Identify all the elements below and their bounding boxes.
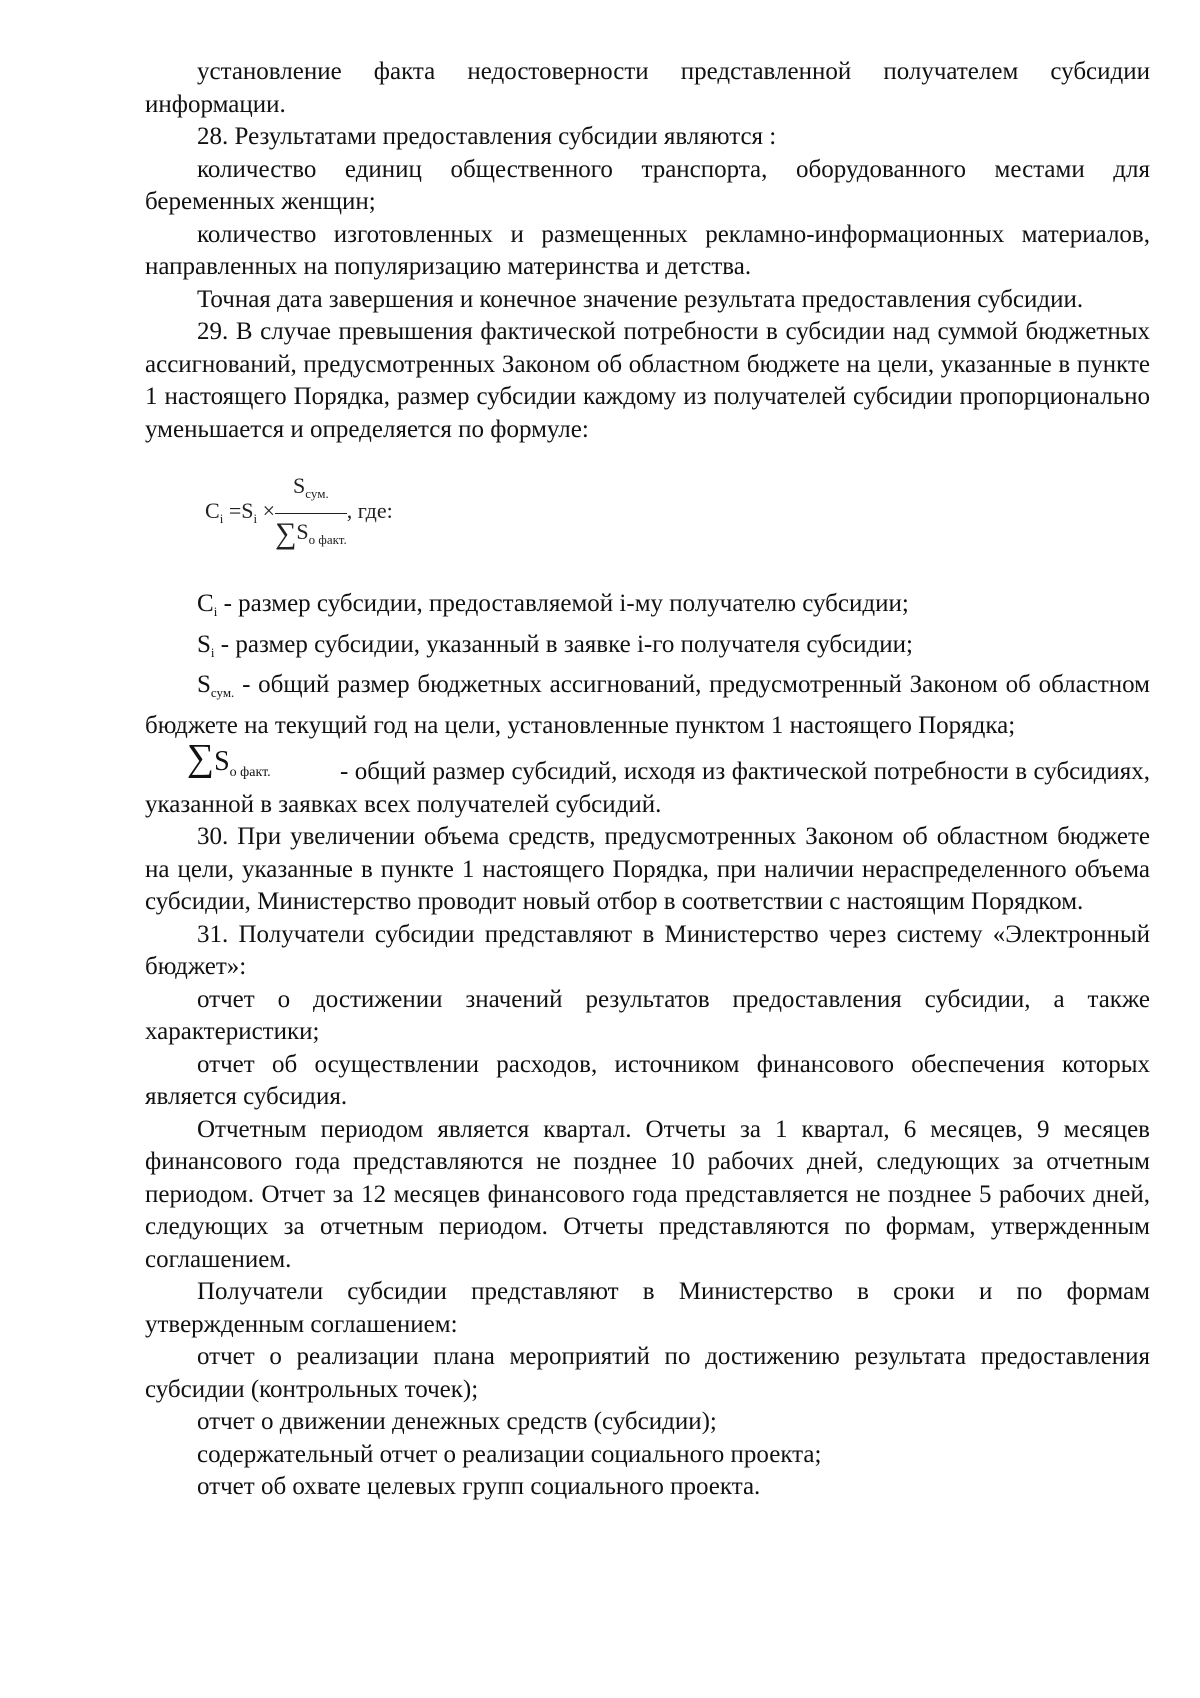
def-text: - размер субсидии, указанный в заявке i-го получателя субсидии; xyxy=(214,630,913,658)
paragraph: содержательный отчет о реализации социального проекта; xyxy=(197,1440,822,1468)
paragraph: отчет об осуществлении расходов, источником финансового обеспечения которых является субсидия. xyxy=(145,1050,1150,1110)
formula-lhs: C xyxy=(205,498,220,524)
sum-symbol xyxy=(187,737,271,790)
formula-fraction xyxy=(275,470,347,556)
def-symbol: S xyxy=(197,671,211,698)
formula-s: S xyxy=(241,498,254,524)
def-symbol-sub: i xyxy=(210,644,215,660)
formula-num-sub: сум. xyxy=(305,486,329,501)
paragraph: Отчетным периодом является квартал. Отчеты за 1 квартал, 6 месяцев, 9 месяцев финансового года представляются не позднее 10 рабочих дней, следующих за отчетным периодом. Отчет за 12 месяцев финансового года представляется не позднее 5 рабочих дней, следующих за отчетным периодом. Отчеты представляются по формам, утвержденным соглашением. xyxy=(145,1115,1150,1273)
formula xyxy=(145,460,1150,572)
formula-sigma: ∑ xyxy=(275,516,297,550)
paragraph: отчет о реализации плана мероприятий по достижению результата предоставления субсидии (контрольных точек); xyxy=(145,1343,1150,1403)
formula-den-s: S xyxy=(296,518,309,544)
definition-sum xyxy=(145,737,1150,821)
def-symbol: S xyxy=(197,630,211,658)
sigma-glyph: ∑ xyxy=(187,737,215,779)
definition-text: - общий размер субсидий, исходя из фактической потребности в субсидиях, указанной в заявках всех получателей субсидий. xyxy=(145,758,1150,818)
formula-s-sub: i xyxy=(253,511,258,527)
paragraph: количество изготовленных и размещенных рекламно-информационных материалов, направленных на популяризацию материнства и детства. xyxy=(145,220,1150,280)
paragraph: 31. Получатели субсидии представляют в Министерство через систему «Электронный бюджет»: xyxy=(145,920,1150,980)
paragraph: 29. В случае превышения фактической потребности в субсидии над суммой бюджетных ассигнований, предусмотренных Законом об областном бюджете на цели, указанные в пункте 1 настоящего Порядка, размер субсидии каждому из получателей субсидии пропорционально уменьшается и определяется по формуле: xyxy=(145,318,1150,443)
def-symbol-sub: i xyxy=(213,604,218,619)
formula-times: × xyxy=(262,498,276,524)
def-symbol-sub: сум. xyxy=(210,685,235,700)
formula-eq: = xyxy=(228,498,242,524)
paragraph: Получатели субсидии представляют в Министерство в сроки и по формам утвержденным соглашением: xyxy=(145,1278,1150,1338)
paragraph: 28. Результатами предоставления субсидии являются : xyxy=(197,123,777,150)
paragraph: установление факта недостоверности представленной получателем субсидии информации. xyxy=(145,58,1150,118)
formula-lhs-sub: i xyxy=(219,511,224,527)
definition xyxy=(145,629,1150,670)
definition xyxy=(145,588,1150,629)
formula-num-s: S xyxy=(293,473,306,498)
paragraph: отчет о достижении значений результатов предоставления субсидии, а также характеристики; xyxy=(145,985,1150,1045)
formula-expression xyxy=(205,470,393,556)
def-text: - размер субсидии, предоставляемой i-му получателю субсидии; xyxy=(217,590,909,617)
paragraph: 30. При увеличении объема средств, предусмотренных Законом об областном бюджете на цели, указанные в пункте 1 настоящего Порядка, при наличии нераспределенного объема субсидии, Министерство проводит новый отбор в соответствии с настоящим Порядком. xyxy=(145,823,1150,915)
paragraph: отчет об охвате целевых групп социального проекта. xyxy=(197,1473,761,1500)
paragraph: отчет о движении денежных средств (субсидии); xyxy=(197,1408,717,1435)
formula-tail: , где: xyxy=(346,498,393,524)
definition xyxy=(145,669,1150,742)
document-body xyxy=(145,56,1150,1504)
def-symbol: C xyxy=(197,590,214,617)
sum-s: S xyxy=(214,746,230,777)
formula-denominator xyxy=(275,514,347,557)
paragraph: Точная дата завершения и конечное значение результата предоставления субсидии. xyxy=(197,285,1084,313)
formula-numerator xyxy=(275,470,347,514)
paragraph: количество единиц общественного транспорта, оборудованного местами для беременных женщин; xyxy=(145,155,1150,215)
sum-sub: о факт. xyxy=(229,765,271,780)
formula-den-sub: о факт. xyxy=(308,531,347,547)
def-text: - общий размер бюджетных ассигнований, предусмотренный Законом об областном бюджете на текущий год на цели, установленные пунктом 1 настоящего Порядка; xyxy=(145,671,1150,739)
